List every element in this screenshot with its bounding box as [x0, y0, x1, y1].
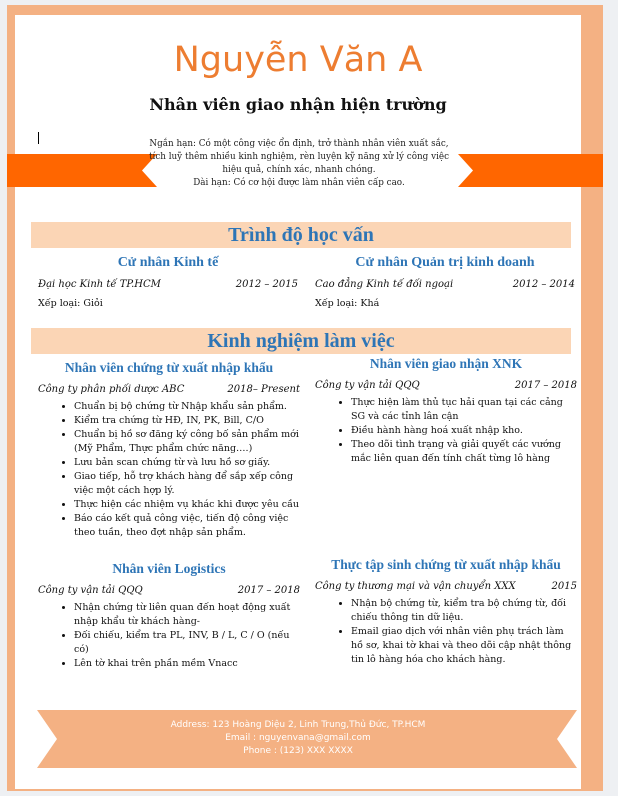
left-ribbon [7, 154, 157, 187]
degree-title: Cử nhân Quản trị kinh doanh [355, 255, 535, 270]
education-item [38, 255, 298, 309]
job-duties [315, 396, 577, 466]
company-name: Công ty vận tải QQQ [315, 380, 420, 391]
objective-long-term: Dài hạn: Có cơ hội được làm nhân viên cấp cao. [193, 178, 405, 188]
experience-item [315, 356, 577, 466]
job-years: 2017 – 2018 [514, 380, 577, 391]
job-duties [315, 597, 577, 667]
education-meta [315, 279, 575, 290]
job-meta [315, 581, 577, 592]
school-name: Đại học Kinh tế TP.HCM [38, 279, 161, 290]
duty-item: • Thực hiện các nhiệm vụ khác khi được yêu cầu [74, 498, 300, 512]
contact-info [0, 719, 596, 758]
text-cursor [38, 132, 39, 144]
duty-item: • Nhận chứng từ liên quan đến hoạt động xuất nhập khẩu từ khách hàng- [74, 601, 300, 629]
job-title: Nhân viên giao nhận XNK [369, 356, 523, 371]
objective-short-term: Ngắn hạn: Có một công việc ổn định, trở thành nhân viên xuất sắc, tích luỹ thêm nhiều kinh nghiệm, rèn luyện kỹ năng xử lý công việc hiệu quả, chính xác, nhanh chóng. [148, 139, 450, 175]
duty-item: • Kiểm tra chứng từ HĐ, IN, PK, Bill, C/O [74, 414, 300, 428]
education-section-title: Trình độ học vấn [31, 222, 571, 248]
degree-title: Cử nhân Kinh tế [117, 255, 219, 270]
contact-phone: Phone : (123) XXX XXXX [243, 746, 353, 756]
contact-address: Address: 123 Hoàng Diệu 2, Linh Trung,Thủ Đức, TP.HCM [170, 720, 426, 730]
company-name: Công ty vận tải QQQ [38, 585, 143, 596]
duty-item: • Điều hành hàng hoá xuất nhập kho. [351, 424, 577, 438]
job-title: Nhân viên chứng từ xuất nhập khẩu [64, 360, 274, 375]
career-objective [140, 138, 458, 190]
job-meta [315, 380, 577, 391]
duty-item: • Email giao dịch với nhân viên phụ trách làm hồ sơ, khai tờ khai và theo dõi cập nhật thông tin lô hàng hóa cho khách hàng. [351, 625, 577, 667]
education-years: 2012 – 2014 [512, 279, 575, 290]
experience-section-title: Kinh nghiệm làm việc [31, 328, 571, 354]
duty-item: • Chuẩn bị bộ chứng từ Nhập khẩu sản phẩm. [74, 400, 300, 414]
job-meta [38, 384, 300, 395]
education-item [315, 255, 575, 309]
job-title: Thực tập sinh chứng từ xuất nhập khẩu [331, 557, 561, 572]
desired-position: Nhân viên giao nhận hiện trường [149, 95, 447, 114]
job-duties [38, 400, 300, 540]
experience-item [38, 561, 300, 671]
education-years: 2012 – 2015 [235, 279, 298, 290]
education-grade: Xếp loại: Khá [315, 298, 380, 309]
contact-email: Email : nguyenvana@gmail.com [225, 733, 371, 743]
duty-item: • Giao tiếp, hỗ trợ khách hàng để sắp xếp công việc một cách hợp lý. [74, 470, 300, 498]
company-name: Công ty thương mại và vận chuyển XXX [315, 581, 516, 592]
duty-item: • Thực hiện làm thủ tục hải quan tại các cảng SG và các tỉnh lân cận [351, 396, 577, 424]
company-name: Công ty phân phối dược ABC [38, 384, 185, 395]
duty-item: • Nhận bộ chứng từ, kiểm tra bộ chứng từ, đối chiếu thông tin dữ liệu. [351, 597, 577, 625]
duty-item: • Báo cáo kết quả công việc, tiến độ công việc theo tuần, theo đợt nhập sản phẩm. [74, 512, 300, 540]
experience-item [38, 360, 300, 540]
education-meta [38, 279, 298, 290]
experience-item [315, 557, 577, 667]
job-title: Nhân viên Logistics [112, 561, 226, 576]
duty-item: • Theo dõi tình trạng và giải quyết các vướng mắc liên quan đến tính chất từng lô hàng [351, 438, 577, 466]
job-years: 2017 – 2018 [237, 585, 300, 596]
education-grade: Xếp loại: Giỏi [38, 298, 103, 309]
candidate-name: Nguyễn Văn A [173, 40, 423, 80]
duty-item: • Lưu bản scan chứng từ và lưu hồ sơ giấy. [74, 456, 300, 470]
duty-item: • Chuẩn bị hồ sơ đăng ký công bố sản phẩm mới (Mỹ Phẩm, Thực phẩm chức năng….) [74, 428, 300, 456]
duty-item: • Đối chiếu, kiểm tra PL, INV, B / L, C / O (nếu có) [74, 629, 300, 657]
job-meta [38, 585, 300, 596]
right-ribbon [458, 154, 603, 187]
duty-item: • Lên tờ khai trên phần mềm Vnacc [74, 657, 300, 671]
job-years: 2015 [551, 581, 577, 592]
job-duties [38, 601, 300, 671]
job-years: 2018– Present [227, 384, 300, 395]
school-name: Cao đẳng Kinh tế đối ngoại [315, 279, 454, 290]
